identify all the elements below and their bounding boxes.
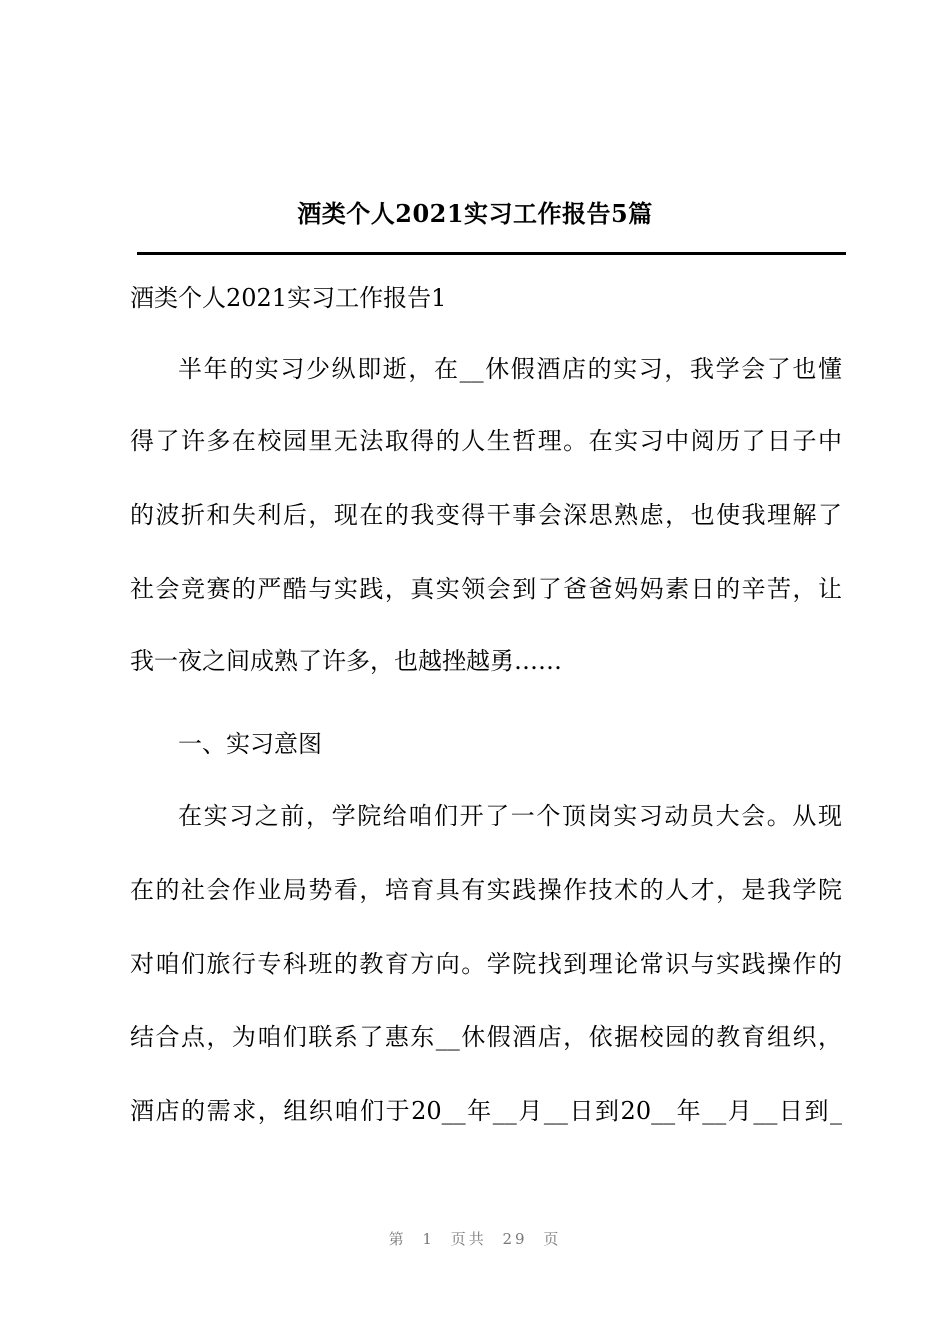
- body-line-6: 在实习之前，学院给咱们开了一个顶岗实习动员大会。从现: [178, 802, 842, 830]
- title-divider: [137, 252, 846, 255]
- body-line-8: 对咱们旅行专科班的教育方向。学院找到理论常识与实践操作的: [130, 950, 842, 978]
- body-line-2: 得了许多在校园里无法取得的人生哲理。在实习中阅历了日子中: [130, 427, 842, 455]
- report-subtitle: 酒类个人2021实习工作报告1: [130, 284, 447, 312]
- body-line-5: 我一夜之间成熟了许多，也越挫越勇……: [130, 647, 562, 675]
- body-line-1: 半年的实习少纵即逝，在__休假酒店的实习，我学会了也懂: [178, 355, 842, 383]
- body-line-9: 结合点，为咱们联系了惠东__休假酒店，依据校园的教育组织，: [130, 1023, 842, 1051]
- body-line-4: 社会竞赛的严酷与实践，真实领会到了爸爸妈妈素日的辛苦，让: [130, 575, 842, 603]
- document-title: 酒类个人2021实习工作报告5篇: [297, 199, 653, 228]
- section-heading: 一、实习意图: [178, 730, 322, 758]
- body-line-3: 的波折和失利后，现在的我变得干事会深思熟虑，也使我理解了: [130, 501, 842, 529]
- body-line-10: 酒店的需求，组织咱们于20__年__月__日到20__年__月__日到_: [130, 1097, 842, 1125]
- body-line-7: 在的社会作业局势看，培育具有实践操作技术的人才，是我学院: [130, 876, 842, 904]
- page-number-footer: 第 1 页共 29 页: [388, 1230, 562, 1248]
